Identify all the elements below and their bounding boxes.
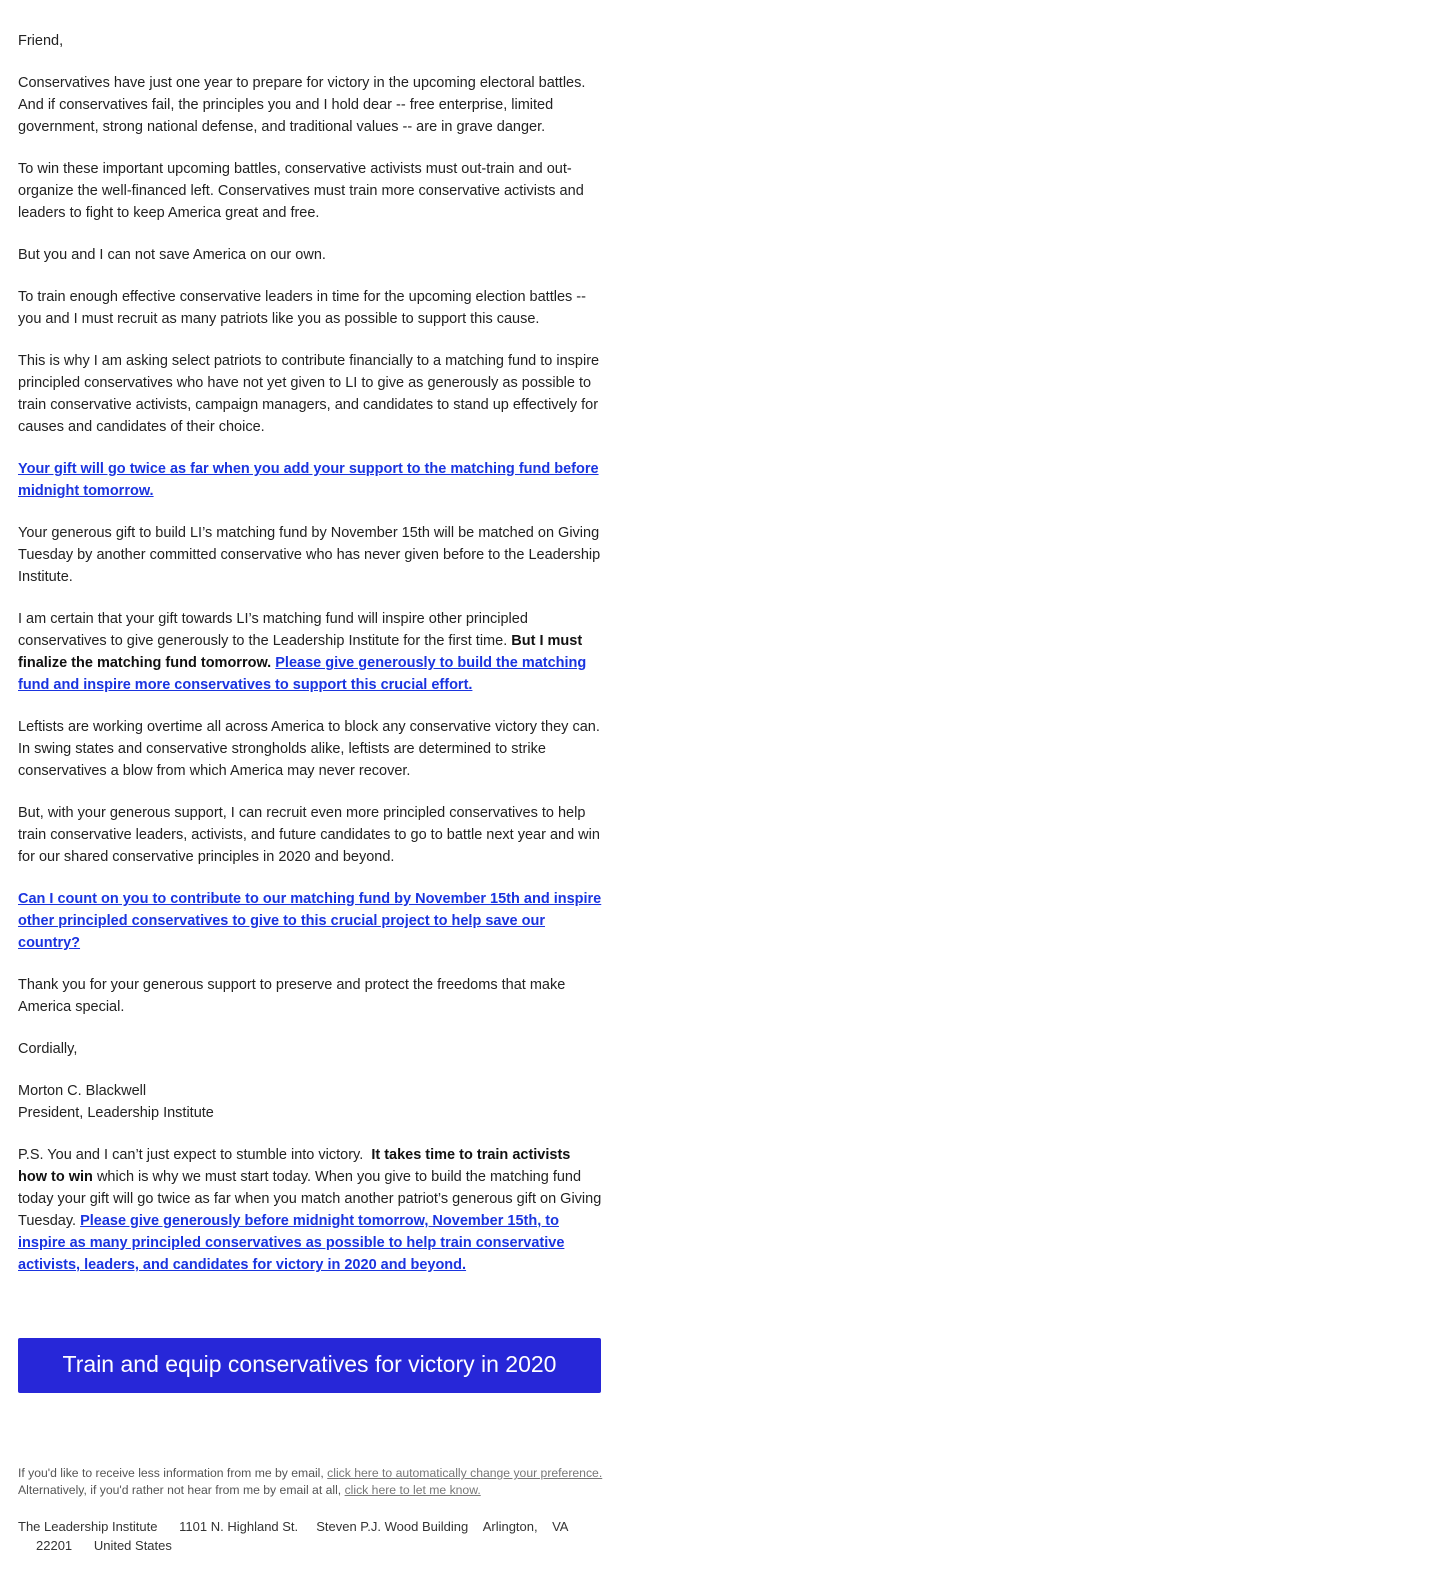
signature-title: President, Leadership Institute: [18, 1105, 214, 1121]
ps-text-middle: which is why we must start today. When you give to build the matching fund today your gift will go twice as far when you match another patriot’s generous gift on Giving Tuesday.: [18, 1169, 602, 1229]
change-preference-link[interactable]: click here to automatically change your preference.: [327, 1466, 603, 1480]
address-org: The Leadership Institute: [18, 1519, 158, 1534]
opt-out-link[interactable]: click here to let me know.: [344, 1483, 481, 1497]
address-country: United States: [93, 1538, 172, 1553]
matching-fund-link-paragraph: [18, 458, 603, 502]
paragraph-4: To train enough effective conservative leaders in time for the upcoming election battles -- you and I must recruit as many patriots like you as possible to support this cause.: [18, 289, 586, 327]
give-generously-link[interactable]: Please give generously to build the matching fund and inspire more conservatives to support this crucial effort.: [18, 655, 587, 693]
paragraph-7-emphasis: But I must finalize the matching fund tomorrow.: [18, 633, 583, 671]
signature-name: Morton C. Blackwell: [18, 1083, 147, 1099]
bottom-spacer: [18, 1555, 603, 1585]
paragraph-5: This is why I am asking select patriots to contribute financially to a matching fund to inspire principled conservatives who have not yet given to LI to give as generously as possible to train conservative activists, campaign managers, and candidates to stand up effectively for causes and candidates of their choice.: [18, 353, 600, 435]
paragraph-10: Thank you for your generous support to preserve and protect the freedoms that make America special.: [18, 977, 566, 1015]
donate-cta-button[interactable]: Train and equip conservatives for victory in 2020: [18, 1338, 601, 1393]
paragraph-7-text: I am certain that your gift towards LI’s matching fund will inspire other principled conservatives to give generously to the Leadership Institute for the first time.: [18, 611, 528, 649]
count-on-you-link-paragraph: [18, 888, 603, 954]
email-content: [0, 0, 603, 1585]
ps-text-start: P.S. You and I can’t just expect to stumble into victory.: [18, 1147, 364, 1163]
paragraph-8: Leftists are working overtime all across America to block any conservative victory they can. In swing states and conservative strongholds alike, leftists are determined to strike conservatives a blow from which America may never recover.: [18, 719, 600, 779]
closing: Cordially,: [18, 1041, 78, 1057]
paragraph-2: To win these important upcoming battles, conservative activists must out-train and out-organize the well-financed left. Conservatives must train more conservative activists and leaders to fight to keep America great and free.: [18, 161, 584, 221]
paragraph-6: Your generous gift to build LI’s matching fund by November 15th will be matched on Giving Tuesday by another committed conservative who has never given before to the Leadership Institute.: [18, 525, 601, 585]
count-on-you-link[interactable]: Can I count on you to contribute to our matching fund by November 15th and inspire other principled conservatives to give to this crucial project to help save our country?: [18, 891, 602, 951]
postscript: [18, 1144, 603, 1276]
address-street: 1101 N. Highland St.: [179, 1519, 299, 1534]
address-building: Steven P.J. Wood Building: [316, 1519, 469, 1534]
unsubscribe-text-2: Alternatively, if you'd rather not hear from me by email at all,: [18, 1483, 342, 1497]
ps-give-link[interactable]: Please give generously before midnight tomorrow, November 15th, to inspire as many principled conservatives as possible to help train conservative activists, leaders, and candidates for victory in 2020 and beyond.: [18, 1213, 565, 1273]
address-state: VA: [552, 1519, 569, 1534]
ps-emphasis: It takes time to train activists how to win: [18, 1147, 571, 1185]
paragraph-9: But, with your generous support, I can recruit even more principled conservatives to help train conservative leaders, activists, and future candidates to go to battle next year and win for our shared conservative principles in 2020 and beyond.: [18, 805, 600, 865]
address-zip: 22201: [36, 1538, 73, 1553]
unsubscribe-text-1: If you'd like to receive less information from me by email,: [18, 1466, 324, 1480]
address-city: Arlington,: [482, 1519, 538, 1534]
paragraph-1: Conservatives have just one year to prepare for victory in the upcoming electoral battles. And if conservatives fail, the principles you and I hold dear -- free enterprise, limited government, strong national defense, and traditional values -- are in grave danger.: [18, 75, 586, 135]
postal-address: [18, 1517, 603, 1555]
salutation: Friend,: [18, 33, 64, 49]
matching-fund-link[interactable]: Your gift will go twice as far when you add your support to the matching fund before midnight tomorrow.: [18, 461, 599, 499]
signature-block: [18, 1080, 603, 1124]
postal-address-row-2: [18, 1536, 603, 1555]
paragraph-7: [18, 608, 603, 696]
cta-container: [18, 1338, 601, 1393]
paragraph-3: But you and I can not save America on our own.: [18, 247, 326, 263]
email-footer: [18, 1465, 603, 1555]
